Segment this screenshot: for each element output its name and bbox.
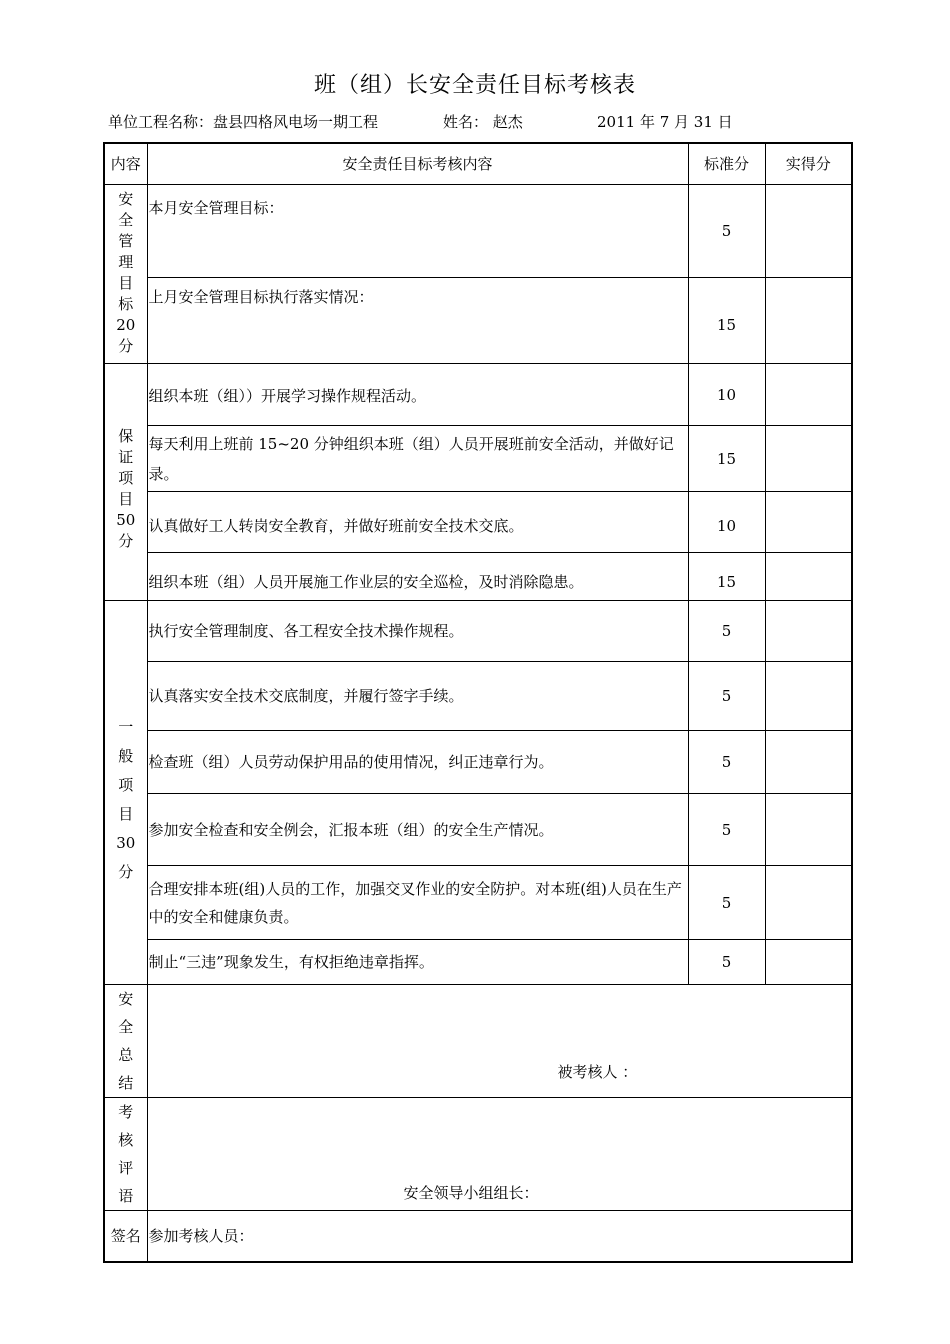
form-date: 2011 年 7 月 31 日 bbox=[597, 113, 733, 131]
item-standard-score: 5 bbox=[688, 731, 765, 794]
summary-signer: 被考核人 ： bbox=[557, 1063, 638, 1081]
table-row bbox=[104, 553, 852, 601]
table-row bbox=[104, 364, 852, 426]
sign-field[interactable]: 参加考核人员： bbox=[147, 1211, 852, 1262]
item-text: 检查班（组）人员劳动保护用品的使用情况，纠正违章行为。 bbox=[147, 731, 688, 794]
table-header-row bbox=[104, 143, 852, 185]
item-standard-score: 5 bbox=[688, 185, 765, 278]
person-name: 姓名： 赵杰 bbox=[443, 113, 523, 131]
item-standard-score: 15 bbox=[688, 426, 765, 492]
item-actual-score[interactable] bbox=[765, 492, 852, 553]
review-field[interactable] bbox=[147, 1098, 852, 1211]
table-row bbox=[104, 278, 852, 364]
item-actual-score[interactable] bbox=[765, 553, 852, 601]
table-row bbox=[104, 731, 852, 794]
sign-row bbox=[104, 1211, 852, 1262]
item-text: 本月安全管理目标： bbox=[147, 185, 688, 278]
item-actual-score[interactable] bbox=[765, 601, 852, 662]
header-actual-score: 实得分 bbox=[765, 143, 852, 185]
review-label: 考核评语 bbox=[104, 1098, 147, 1211]
table-row bbox=[104, 185, 852, 278]
item-text: 每天利用上班前 15~20 分钟组织本班（组）人员开展班前安全活动，并做好记录。 bbox=[147, 426, 688, 492]
item-text: 参加安全检查和安全例会，汇报本班（组）的安全生产情况。 bbox=[147, 794, 688, 866]
review-signer: 安全领导小组组长： bbox=[403, 1184, 539, 1202]
section-label-guarantee: 保证项目50分 bbox=[104, 364, 147, 601]
header-standard-score: 标准分 bbox=[688, 143, 765, 185]
item-standard-score: 15 bbox=[688, 553, 765, 601]
review-row bbox=[104, 1098, 852, 1211]
item-actual-score[interactable] bbox=[765, 731, 852, 794]
item-text: 认真做好工人转岗安全教育，并做好班前安全技术交底。 bbox=[147, 492, 688, 553]
table-row bbox=[104, 601, 852, 662]
summary-field[interactable] bbox=[147, 985, 852, 1098]
table-row bbox=[104, 426, 852, 492]
page-title: 班（组）长安全责任目标考核表 bbox=[313, 73, 636, 98]
table-row bbox=[104, 940, 852, 985]
header-content: 安全责任目标考核内容 bbox=[147, 143, 688, 185]
item-actual-score[interactable] bbox=[765, 364, 852, 426]
project-name: 单位工程名称：盘县四格风电场一期工程 bbox=[108, 113, 379, 131]
item-actual-score[interactable] bbox=[765, 426, 852, 492]
item-text: 执行安全管理制度、各工程安全技术操作规程。 bbox=[147, 601, 688, 662]
item-standard-score: 5 bbox=[688, 794, 765, 866]
item-standard-score: 10 bbox=[688, 364, 765, 426]
header-category: 内容 bbox=[104, 143, 147, 185]
item-actual-score[interactable] bbox=[765, 940, 852, 985]
summary-label: 安全总结 bbox=[104, 985, 147, 1098]
table-row bbox=[104, 794, 852, 866]
item-standard-score: 5 bbox=[688, 601, 765, 662]
item-text: 组织本班（组））开展学习操作规程活动。 bbox=[147, 364, 688, 426]
section-label-general: 一般项目30分 bbox=[104, 601, 147, 985]
section-label-safety-goal: 安全管理目标20分 bbox=[104, 185, 147, 364]
sign-label: 签名 bbox=[104, 1211, 147, 1262]
item-text: 合理安排本班(组)人员的工作，加强交叉作业的安全防护。对本班(组)人员在生产中的安全和健康负责。 bbox=[147, 866, 688, 940]
item-text: 制止“三违”现象发生，有权拒绝违章指挥。 bbox=[147, 940, 688, 985]
item-text: 认真落实安全技术交底制度，并履行签字手续。 bbox=[147, 662, 688, 731]
table-row bbox=[104, 492, 852, 553]
item-actual-score[interactable] bbox=[765, 662, 852, 731]
item-actual-score[interactable] bbox=[765, 794, 852, 866]
item-standard-score: 15 bbox=[688, 278, 765, 364]
assessment-table bbox=[103, 142, 853, 1263]
item-standard-score: 10 bbox=[688, 492, 765, 553]
item-standard-score: 5 bbox=[688, 940, 765, 985]
table-row bbox=[104, 662, 852, 731]
item-text: 组织本班（组）人员开展施工作业层的安全巡检，及时消除隐患。 bbox=[147, 553, 688, 601]
summary-row bbox=[104, 985, 852, 1098]
item-standard-score: 5 bbox=[688, 866, 765, 940]
item-standard-score: 5 bbox=[688, 662, 765, 731]
item-text: 上月安全管理目标执行落实情况： bbox=[147, 278, 688, 364]
table-row bbox=[104, 866, 852, 940]
item-actual-score[interactable] bbox=[765, 866, 852, 940]
item-actual-score[interactable] bbox=[765, 278, 852, 364]
item-actual-score[interactable] bbox=[765, 185, 852, 278]
